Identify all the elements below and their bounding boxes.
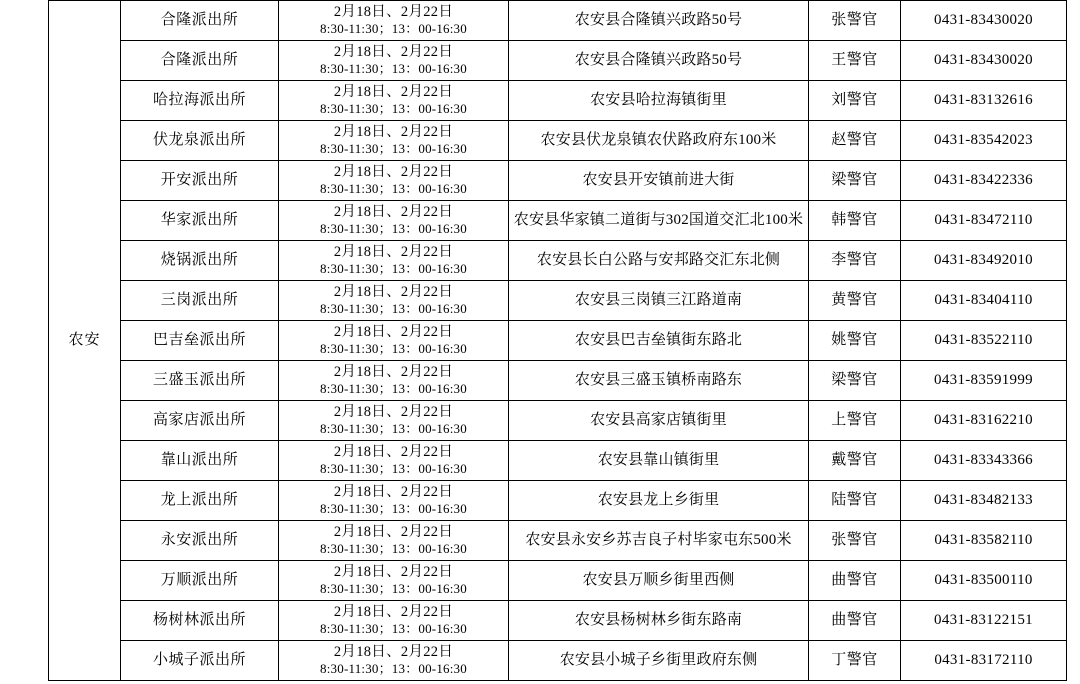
table-row <box>49 161 1067 201</box>
service-hours: 8:30-11:30；13：00-16:30 <box>320 181 467 197</box>
phone-cell: 0431-83122151 <box>901 601 1067 641</box>
service-hours: 8:30-11:30；13：00-16:30 <box>320 621 467 637</box>
station-name-cell: 合隆派出所 <box>121 1 279 41</box>
service-date: 2月18日、2月22日 <box>333 84 454 101</box>
table-row <box>49 201 1067 241</box>
service-time-cell <box>279 561 509 601</box>
service-hours: 8:30-11:30；13：00-16:30 <box>320 301 467 317</box>
service-time-cell <box>279 441 509 481</box>
address-cell: 农安县伏龙泉镇农伏路政府东100米 <box>509 121 809 161</box>
service-time-cell <box>279 1 509 41</box>
address-cell: 农安县合隆镇兴政路50号 <box>509 1 809 41</box>
table-row <box>49 401 1067 441</box>
service-hours: 8:30-11:30；13：00-16:30 <box>320 141 467 157</box>
address-cell: 农安县永安乡苏吉良子村毕家屯东500米 <box>509 521 809 561</box>
officer-cell: 李警官 <box>809 241 901 281</box>
officer-cell: 黄警官 <box>809 281 901 321</box>
phone-cell: 0431-83404110 <box>901 281 1067 321</box>
phone-cell: 0431-83500110 <box>901 561 1067 601</box>
service-date: 2月18日、2月22日 <box>333 564 454 581</box>
service-time-cell <box>279 121 509 161</box>
table-row <box>49 521 1067 561</box>
service-time-cell <box>279 241 509 281</box>
officer-cell: 王警官 <box>809 41 901 81</box>
service-date: 2月18日、2月22日 <box>333 124 454 141</box>
officer-cell: 上警官 <box>809 401 901 441</box>
table-row <box>49 641 1067 681</box>
officer-cell: 丁警官 <box>809 641 901 681</box>
address-cell: 农安县华家镇二道街与302国道交汇北100米 <box>509 201 809 241</box>
service-date: 2月18日、2月22日 <box>333 484 454 501</box>
officer-cell: 刘警官 <box>809 81 901 121</box>
table-row <box>49 481 1067 521</box>
station-name-cell: 三岗派出所 <box>121 281 279 321</box>
service-hours: 8:30-11:30；13：00-16:30 <box>320 581 467 597</box>
table-row <box>49 361 1067 401</box>
phone-cell: 0431-83172110 <box>901 641 1067 681</box>
service-date: 2月18日、2月22日 <box>333 244 454 261</box>
station-name-cell: 哈拉海派出所 <box>121 81 279 121</box>
phone-cell: 0431-83591999 <box>901 361 1067 401</box>
service-time-cell <box>279 521 509 561</box>
service-hours: 8:30-11:30；13：00-16:30 <box>320 461 467 477</box>
service-time-cell <box>279 361 509 401</box>
table-row <box>49 1 1067 41</box>
station-name-cell: 巴吉垒派出所 <box>121 321 279 361</box>
station-name-cell: 永安派出所 <box>121 521 279 561</box>
officer-cell: 曲警官 <box>809 601 901 641</box>
address-cell: 农安县高家店镇街里 <box>509 401 809 441</box>
officer-cell: 戴警官 <box>809 441 901 481</box>
address-cell: 农安县靠山镇街里 <box>509 441 809 481</box>
table-row <box>49 121 1067 161</box>
phone-cell: 0431-83162210 <box>901 401 1067 441</box>
officer-cell: 梁警官 <box>809 361 901 401</box>
officer-cell: 梁警官 <box>809 161 901 201</box>
table-row <box>49 321 1067 361</box>
service-hours: 8:30-11:30；13：00-16:30 <box>320 261 467 277</box>
table-body <box>49 1 1067 681</box>
officer-cell: 韩警官 <box>809 201 901 241</box>
station-name-cell: 靠山派出所 <box>121 441 279 481</box>
service-hours: 8:30-11:30；13：00-16:30 <box>320 541 467 557</box>
service-date: 2月18日、2月22日 <box>333 644 454 661</box>
service-time-cell <box>279 601 509 641</box>
address-cell: 农安县小城子乡街里政府东侧 <box>509 641 809 681</box>
region-cell: 农安 <box>49 1 121 681</box>
table-row <box>49 41 1067 81</box>
table-row <box>49 561 1067 601</box>
station-name-cell: 烧锅派出所 <box>121 241 279 281</box>
phone-cell: 0431-83343366 <box>901 441 1067 481</box>
station-name-cell: 三盛玉派出所 <box>121 361 279 401</box>
service-time-cell <box>279 81 509 121</box>
police-station-table <box>48 0 1067 681</box>
service-date: 2月18日、2月22日 <box>333 284 454 301</box>
service-hours: 8:30-11:30；13：00-16:30 <box>320 381 467 397</box>
service-time-cell <box>279 401 509 441</box>
phone-cell: 0431-83542023 <box>901 121 1067 161</box>
station-name-cell: 小城子派出所 <box>121 641 279 681</box>
officer-cell: 陆警官 <box>809 481 901 521</box>
service-date: 2月18日、2月22日 <box>333 204 454 221</box>
service-hours: 8:30-11:30；13：00-16:30 <box>320 221 467 237</box>
station-name-cell: 开安派出所 <box>121 161 279 201</box>
service-date: 2月18日、2月22日 <box>333 324 454 341</box>
service-date: 2月18日、2月22日 <box>333 604 454 621</box>
address-cell: 农安县开安镇前进大街 <box>509 161 809 201</box>
service-time-cell <box>279 481 509 521</box>
phone-cell: 0431-83430020 <box>901 1 1067 41</box>
station-name-cell: 合隆派出所 <box>121 41 279 81</box>
service-date: 2月18日、2月22日 <box>333 4 454 21</box>
phone-cell: 0431-83492010 <box>901 241 1067 281</box>
address-cell: 农安县哈拉海镇街里 <box>509 81 809 121</box>
officer-cell: 曲警官 <box>809 561 901 601</box>
table-row <box>49 281 1067 321</box>
service-date: 2月18日、2月22日 <box>333 164 454 181</box>
address-cell: 农安县长白公路与安邦路交汇东北侧 <box>509 241 809 281</box>
phone-cell: 0431-83422336 <box>901 161 1067 201</box>
service-time-cell <box>279 321 509 361</box>
station-name-cell: 华家派出所 <box>121 201 279 241</box>
service-time-cell <box>279 161 509 201</box>
service-date: 2月18日、2月22日 <box>333 44 454 61</box>
service-time-cell <box>279 281 509 321</box>
address-cell: 农安县万顺乡街里西侧 <box>509 561 809 601</box>
service-date: 2月18日、2月22日 <box>333 524 454 541</box>
service-hours: 8:30-11:30；13：00-16:30 <box>320 101 467 117</box>
address-cell: 农安县龙上乡街里 <box>509 481 809 521</box>
service-hours: 8:30-11:30；13：00-16:30 <box>320 421 467 437</box>
phone-cell: 0431-83482133 <box>901 481 1067 521</box>
service-date: 2月18日、2月22日 <box>333 404 454 421</box>
table-row <box>49 601 1067 641</box>
station-name-cell: 龙上派出所 <box>121 481 279 521</box>
station-name-cell: 高家店派出所 <box>121 401 279 441</box>
table-row <box>49 81 1067 121</box>
officer-cell: 张警官 <box>809 521 901 561</box>
address-cell: 农安县巴吉垒镇街东路北 <box>509 321 809 361</box>
service-time-cell <box>279 641 509 681</box>
table-row <box>49 441 1067 481</box>
station-name-cell: 杨树林派出所 <box>121 601 279 641</box>
phone-cell: 0431-83522110 <box>901 321 1067 361</box>
phone-cell: 0431-83582110 <box>901 521 1067 561</box>
address-cell: 农安县三盛玉镇桥南路东 <box>509 361 809 401</box>
address-cell: 农安县三岗镇三江路道南 <box>509 281 809 321</box>
service-time-cell <box>279 41 509 81</box>
service-time-cell <box>279 201 509 241</box>
station-name-cell: 万顺派出所 <box>121 561 279 601</box>
officer-cell: 姚警官 <box>809 321 901 361</box>
service-hours: 8:30-11:30；13：00-16:30 <box>320 61 467 77</box>
officer-cell: 张警官 <box>809 1 901 41</box>
phone-cell: 0431-83472110 <box>901 201 1067 241</box>
service-hours: 8:30-11:30；13：00-16:30 <box>320 341 467 357</box>
service-date: 2月18日、2月22日 <box>333 444 454 461</box>
phone-cell: 0431-83430020 <box>901 41 1067 81</box>
address-cell: 农安县合隆镇兴政路50号 <box>509 41 809 81</box>
table-row <box>49 241 1067 281</box>
service-hours: 8:30-11:30；13：00-16:30 <box>320 661 467 677</box>
service-date: 2月18日、2月22日 <box>333 364 454 381</box>
address-cell: 农安县杨树林乡街东路南 <box>509 601 809 641</box>
service-hours: 8:30-11:30；13：00-16:30 <box>320 501 467 517</box>
station-name-cell: 伏龙泉派出所 <box>121 121 279 161</box>
service-hours: 8:30-11:30；13：00-16:30 <box>320 21 467 37</box>
officer-cell: 赵警官 <box>809 121 901 161</box>
phone-cell: 0431-83132616 <box>901 81 1067 121</box>
